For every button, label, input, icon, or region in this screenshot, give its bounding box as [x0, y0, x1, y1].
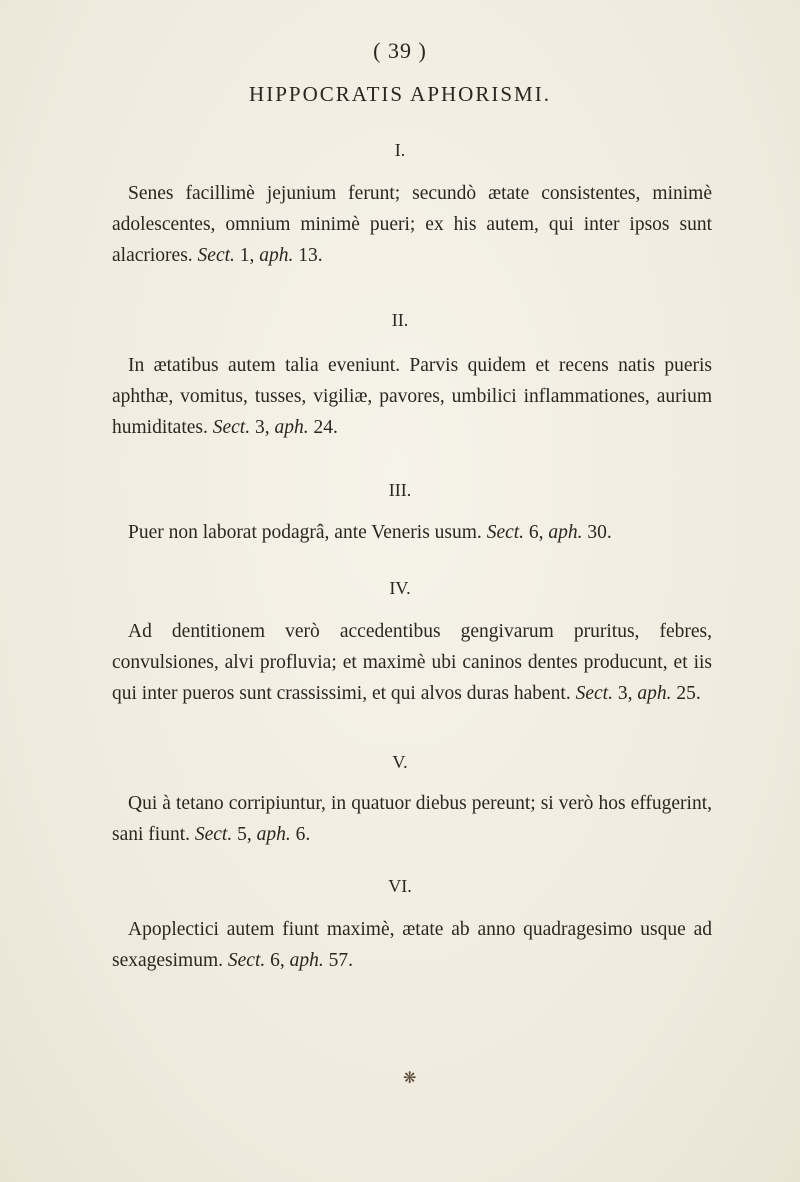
page-number: ( 39 ) [373, 38, 427, 63]
sect-label: Sect. [227, 950, 266, 971]
aph-value: 6. [295, 824, 311, 845]
aph-value: 57. [328, 950, 354, 971]
sect-label: Sect. [194, 824, 233, 845]
aphorism-reference [576, 683, 701, 704]
sect-value: 3, [254, 417, 270, 438]
aphorism-body: Ad dentitionem verò accedentibus gengivarum pruritus, febres, convulsiones, alvi profluvia; et maximè ubi caninos dentes producunt, et iis qui inter pueros sunt crassissimi, et qui alvos duras habent. [112, 621, 712, 704]
aphorism-reference [198, 245, 323, 266]
aphorism-text-1 [112, 178, 712, 271]
aphorism-number-1: I. [394, 140, 406, 160]
aph-label: aph. [637, 683, 672, 704]
aph-value: 13. [298, 245, 323, 266]
aphorism-body: Apoplectici autem fiunt maximè, ætate ab anno quadragesimo usque ad sexagesimum. [112, 919, 712, 971]
aphorism-reference [487, 522, 612, 543]
aphorism-number-3: III. [388, 480, 412, 500]
aphorism-reference [228, 950, 353, 971]
page-title: HIPPOCRATIS APHORISMI. [249, 82, 551, 106]
aphorism-number-2: II. [391, 310, 409, 330]
sect-value: 3, [617, 683, 633, 704]
aphorism-text-6 [112, 914, 712, 976]
aphorism-number-4: IV. [389, 578, 411, 598]
sect-value: 1, [239, 245, 255, 266]
aphorism-body: Qui à tetano corripiuntur, in quatuor diebus pereunt; si verò hos effugerint, sani fiunt. [112, 793, 712, 845]
aph-label: aph. [289, 950, 324, 971]
aphorism-text-5 [112, 788, 712, 850]
aphorism-reference [195, 824, 310, 845]
aph-value: 25. [676, 683, 701, 704]
sect-label: Sect. [486, 522, 525, 543]
aphorism-text-4 [112, 616, 712, 709]
aphorism-body: Senes facillimè jejunium ferunt; secundò ætate consistentes, minimè adolescentes, omnium minimè pueri; ex his autem, qui inter ipsos sunt alacriores. [112, 183, 712, 266]
aphorism-number-5: V. [392, 752, 408, 772]
aphorism-body: In ætatibus autem talia eveniunt. Parvis quidem et recens natis pueris aphthæ, vomitus, tusses, vigiliæ, pavores, umbilici inflammationes, aurium humiditates. [112, 355, 712, 438]
aphorism-text-3 [112, 517, 712, 548]
aph-value: 24. [313, 417, 338, 438]
sect-value: 6, [270, 950, 285, 971]
aph-label: aph. [256, 824, 291, 845]
aph-label: aph. [548, 522, 583, 543]
sect-value: 5, [237, 824, 252, 845]
sect-label: Sect. [575, 683, 613, 704]
aph-label: aph. [274, 417, 309, 438]
ink-blot-icon: ❋ [403, 1070, 417, 1087]
sect-label: Sect. [197, 245, 235, 266]
aph-value: 30. [587, 522, 612, 543]
aphorism-number-6: VI. [388, 876, 412, 896]
aphorism-reference [213, 417, 338, 438]
aphorism-text-2 [112, 350, 712, 443]
aphorism-body: Puer non laborat podagrâ, ante Veneris usum. [128, 522, 482, 543]
sect-label: Sect. [212, 417, 251, 438]
aph-label: aph. [259, 245, 294, 266]
sect-value: 6, [528, 522, 544, 543]
